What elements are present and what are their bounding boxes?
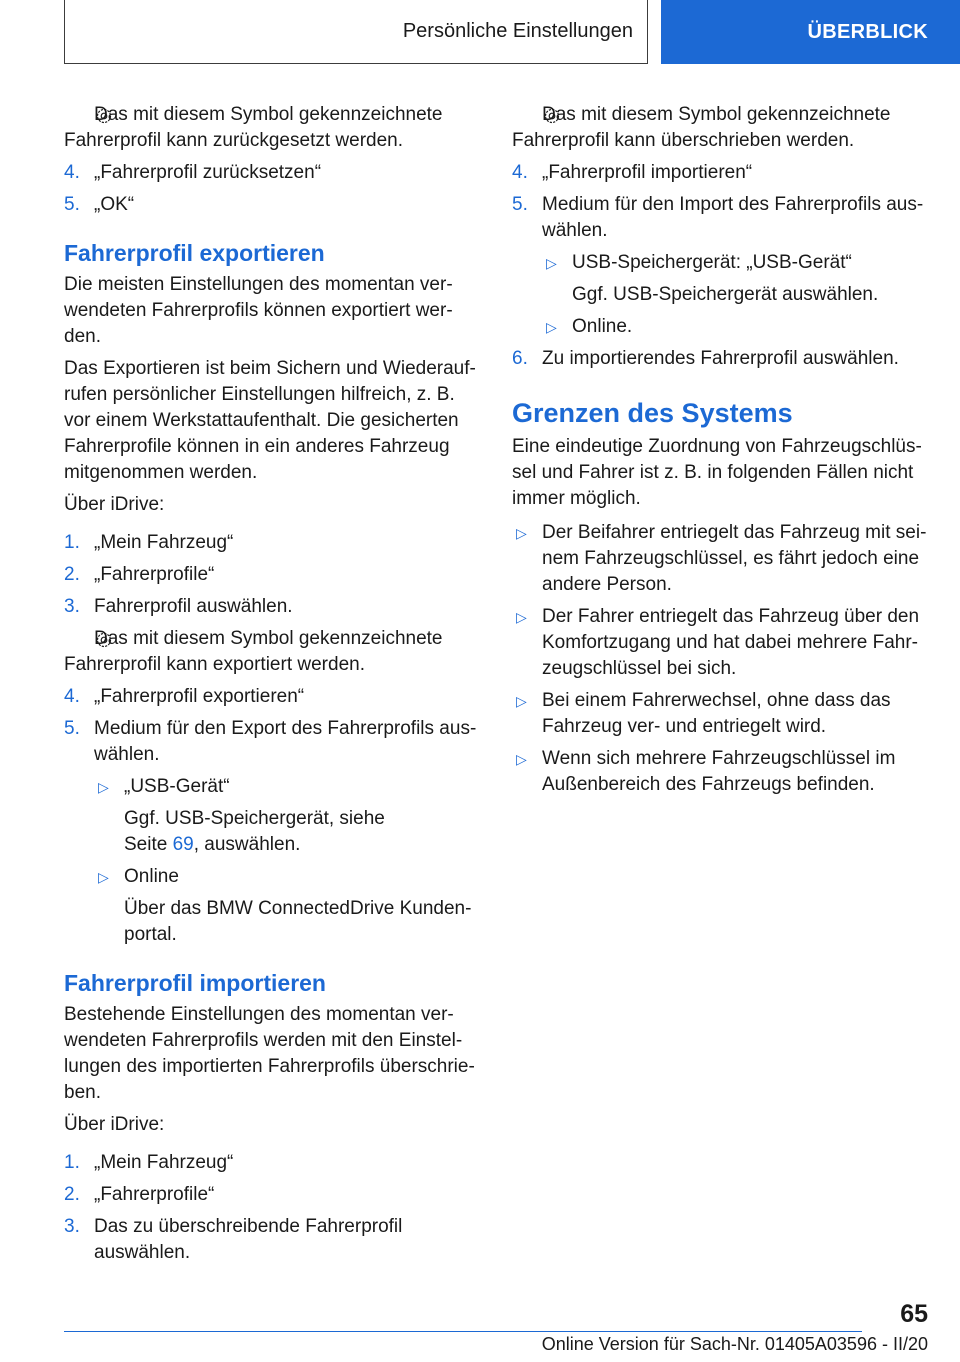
paragraph: Bestehende Einstellungen des momentan verwendeten Fahrerprofils werden mit den Einstellungen des importierten Fahrerprofils überschrieben. [64,1004,475,1103]
list-item [64,1214,478,1266]
list-item [64,530,478,556]
note-text: Das mit diesem Symbol gekennzeichnete Fahrerprofil kann exportiert werden. [64,628,443,675]
list-item [512,346,928,372]
step-number: 5. [64,194,80,215]
page-link[interactable]: 69 [172,834,194,855]
list-item [542,314,928,340]
list-item [512,688,928,740]
bullet-text: USB-Speichergerät: „USB-Gerät“ [572,252,852,273]
step-text: Fahrerprofil auswählen. [94,596,293,617]
paragraph: Eine eindeutige Zuordnung von Fahrzeugschlüssel und Fahrer ist z. B. in folgenden Fällen nicht immer möglich. [512,436,922,509]
step-text: Medium für den Export des Fahrerprofils auswählen. [94,718,477,765]
triangle-right-icon: ▷ [516,609,527,625]
list-item [94,864,478,890]
bullet-subtext: Über das BMW ConnectedDrive Kundenportal. [124,898,472,945]
list-item [512,520,928,598]
step-text: „Fahrerprofil zurücksetzen“ [94,162,322,183]
step-number: 6. [512,348,528,369]
bullet-subtext: Ggf. USB-Speichergerät auswählen. [572,284,879,305]
gear-icon [94,106,114,126]
step-number: 5. [512,194,528,215]
paragraph: Über iDrive: [64,1114,165,1135]
paragraph: Das Exportieren ist beim Sichern und Wiederaufrufen persönlicher Einstellungen hilfreich, z. B. vor einem Werkstattaufenthalt. Die gesicherten Fahrerprofile können in ein anderes Fahrzeug mitgenommen werden. [64,358,476,483]
chapter-title: ÜBERBLICK [807,20,928,43]
subtext-c: , auswählen. [193,834,301,855]
header-chapter-tab[interactable] [661,0,960,64]
triangle-right-icon: ▷ [516,693,527,709]
subtext-a: Ggf. USB-Speichergerät, siehe [124,808,385,829]
bullet-text: Online. [572,316,633,337]
step-text: „OK“ [94,194,135,215]
list-item [64,594,478,620]
step-number: 3. [64,1216,80,1237]
step-text: „Mein Fahrzeug“ [94,532,234,553]
step-number: 4. [512,162,528,183]
step-number: 4. [64,686,80,707]
footer-text: Online Version für Sach-Nr. 01405A03596 - II/20 [541,1334,928,1354]
step-text: „Mein Fahrzeug“ [94,1152,234,1173]
step-text: „Fahrerprofile“ [94,1184,215,1205]
triangle-right-icon: ▷ [546,319,557,335]
step-text: Medium für den Import des Fahrerprofils auswählen. [542,194,924,241]
header-section-title [64,0,648,64]
step-text: „Fahrerprofil importieren“ [542,162,753,183]
step-number: 1. [64,532,80,553]
list-item [512,160,928,186]
note-overwrite [512,102,928,154]
step-text: Zu importierendes Fahrerprofil auswählen. [542,348,899,369]
bullet-text: Wenn sich mehrere Fahrzeugschlüssel im Außenbereich des Fahrzeugs befinden. [542,748,896,795]
paragraph: Über iDrive: [64,494,165,515]
bullet-text: Online [124,866,179,887]
section-heading-limits: Grenzen des Systems [512,398,793,428]
note-export [64,626,478,678]
step-text: „Fahrerprofile“ [94,564,215,585]
note-text: Das mit diesem Symbol gekennzeichnete Fahrerprofil kann zurückgesetzt werden. [64,104,443,151]
step-text: Das zu überschreibende Fahrerprofil auswählen. [94,1216,403,1263]
section-heading-import: Fahrerprofil importieren [64,970,326,996]
list-item [94,774,478,800]
note-text: Das mit diesem Symbol gekennzeichnete Fahrerprofil kann überschrieben werden. [512,104,891,151]
gear-icon [94,630,114,650]
step-text: „Fahrerprofil exportieren“ [94,686,305,707]
step-number: 5. [64,718,80,739]
triangle-right-icon: ▷ [98,869,109,885]
page-number: 65 [900,1300,928,1328]
bullet-text: „USB-Gerät“ [124,776,230,797]
section-heading-export: Fahrerprofil exportieren [64,240,325,266]
list-item [512,746,928,798]
list-item [512,604,928,682]
triangle-right-icon: ▷ [516,525,527,541]
step-number: 4. [64,162,80,183]
triangle-right-icon: ▷ [516,751,527,767]
bullet-text: Bei einem Fahrerwechsel, ohne dass das Fahrzeug ver- und entriegelt wird. [542,690,891,737]
list-item [64,160,478,186]
section-title: Persönliche Einstellungen [402,20,633,42]
list-item [512,192,928,244]
bullet-text: Der Fahrer entriegelt das Fahrzeug über den Komfortzugang und hat dabei mehrere Fahrzeugschlüssel bei sich. [542,606,920,679]
bullet-text: Der Beifahrer entriegelt das Fahrzeug mit seinem Fahrzeugschlüssel, es fährt jedoch eine andere Person. [542,522,927,595]
list-item [64,562,478,588]
list-item [64,716,478,768]
step-number: 3. [64,596,80,617]
bullet-subtext [124,806,478,858]
step-number: 1. [64,1152,80,1173]
step-number: 2. [64,1184,80,1205]
paragraph: Die meisten Einstellungen des momentan verwendeten Fahrerprofils können exportiert werden. [64,274,453,347]
subtext-b: Seite [124,834,168,855]
footer-divider [64,1331,862,1332]
list-item [64,1182,478,1208]
list-item [64,192,478,218]
triangle-right-icon: ▷ [546,255,557,271]
list-item [542,250,928,276]
note-reset [64,102,478,154]
right-column [512,102,928,804]
list-item [64,684,478,710]
left-column [64,102,478,1272]
triangle-right-icon: ▷ [98,779,109,795]
list-item [64,1150,478,1176]
gear-icon [542,106,562,126]
step-number: 2. [64,564,80,585]
